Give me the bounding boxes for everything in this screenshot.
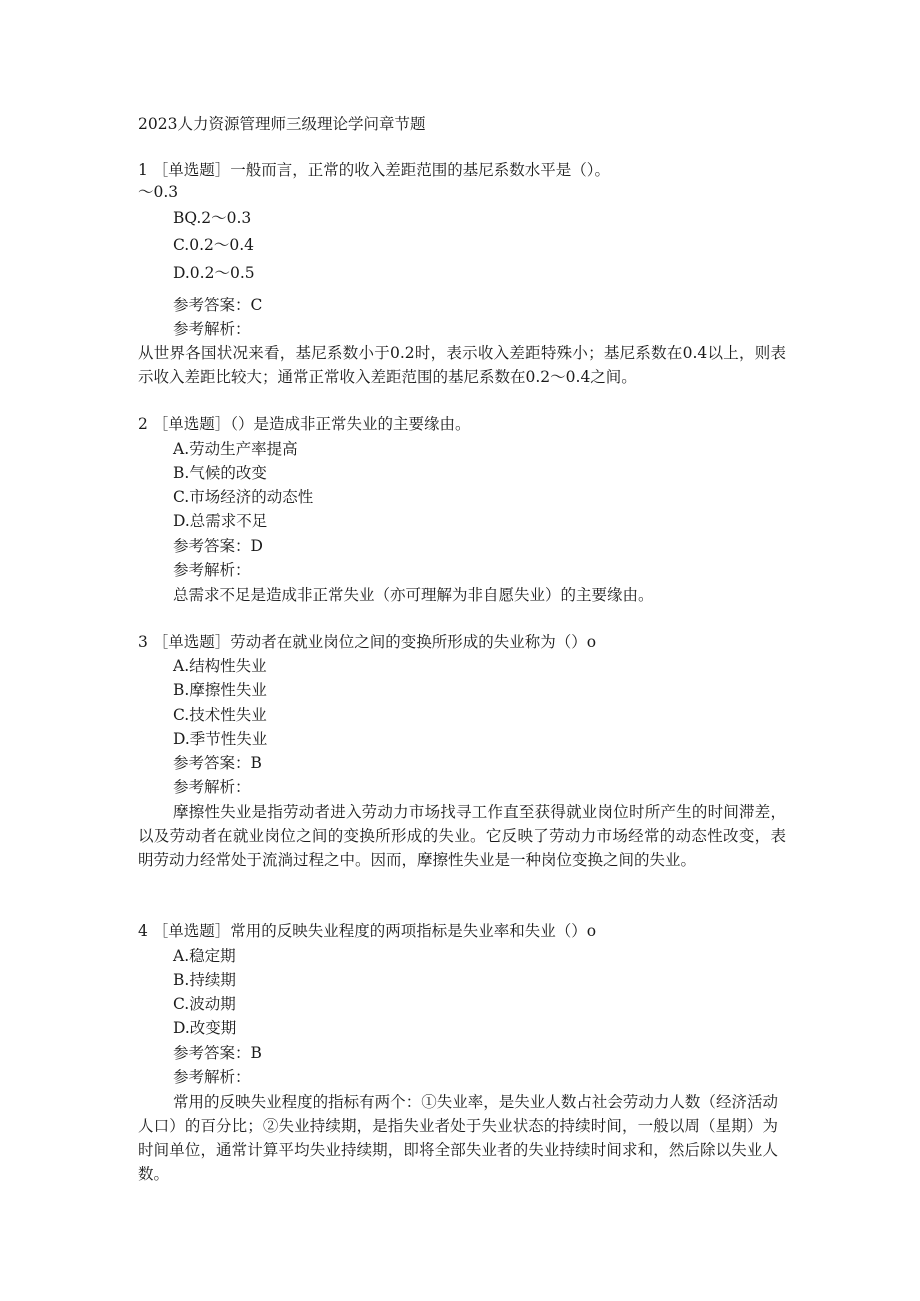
option-b: B.持续期 <box>173 971 236 989</box>
option-b: BQ.2～0.3 <box>173 209 252 227</box>
question-stem: 1 ［单选题］一般而言，正常的收入差距范围的基尼系数水平是（）。 <box>138 161 611 179</box>
option-a: A.劳动生产率提高 <box>173 440 298 458</box>
analysis-label: 参考解析： <box>173 320 251 338</box>
option-c: C.市场经济的动态性 <box>173 488 314 506</box>
document-title: 2023人力资源管理师三级理论学问章节题 <box>138 115 426 133</box>
analysis-text: 常用的反映失业程度的指标有两个：①失业率，是失业人数占社会劳动力人数（经济活动人口）的百分比；②失业持续期，是指失业者处于失业状态的持续时间，一般以周（星期）为时间单位，通常计算平均失业持续期，即将全部失业者的失业持续时间求和，然后除以失业人数。 <box>138 1093 778 1183</box>
answer: 参考答案：D <box>173 537 263 555</box>
analysis-label: 参考解析： <box>173 561 251 579</box>
option-a: A.结构性失业 <box>173 657 267 675</box>
question-stem-continuation: ～0.3 <box>138 183 179 201</box>
option-d: D.改变期 <box>173 1019 237 1037</box>
option-b: B.气候的改变 <box>173 464 267 482</box>
analysis-text: 摩擦性失业是指劳动者进入劳动力市场找寻工作直至获得就业岗位时所产生的时间滞差，以及劳动者在就业岗位之间的变换所形成的失业。它反映了劳动力市场经常的动态性改变，表明劳动力经常处于流淌过程之中。因而，摩擦性失业是一种岗位变换之间的失业。 <box>138 803 786 869</box>
analysis-text: 总需求不足是造成非正常失业（亦可理解为非自愿失业）的主要缘由。 <box>173 586 654 604</box>
option-a: A.稳定期 <box>173 947 236 965</box>
analysis-label: 参考解析： <box>173 1068 251 1086</box>
option-d: D.总需求不足 <box>173 512 268 530</box>
answer: 参考答案：B <box>173 1044 262 1062</box>
option-d: D.季节性失业 <box>173 730 268 748</box>
analysis-label: 参考解析： <box>173 778 251 796</box>
option-c: C.波动期 <box>173 995 236 1013</box>
question-stem: 2 ［单选题］（）是造成非正常失业的主要缘由。 <box>138 415 471 433</box>
answer: 参考答案：C <box>173 296 263 314</box>
option-c: C.0.2～0.4 <box>173 236 255 254</box>
option-d: D.0.2～0.5 <box>173 264 255 282</box>
answer: 参考答案：B <box>173 754 262 772</box>
question-stem: 3 ［单选题］劳动者在就业岗位之间的变换所形成的失业称为（）o <box>138 633 597 651</box>
question-stem: 4 ［单选题］常用的反映失业程度的两项指标是失业率和失业（）o <box>138 922 597 940</box>
option-c: C.技术性失业 <box>173 706 267 724</box>
analysis-text: 从世界各国状况来看，基尼系数小于0.2时，表示收入差距特殊小；基尼系数在0.4以上，则表示收入差距比较大；通常正常收入差距范围的基尼系数在0.2～0.4之间。 <box>138 344 786 386</box>
option-b: B.摩擦性失业 <box>173 681 267 699</box>
